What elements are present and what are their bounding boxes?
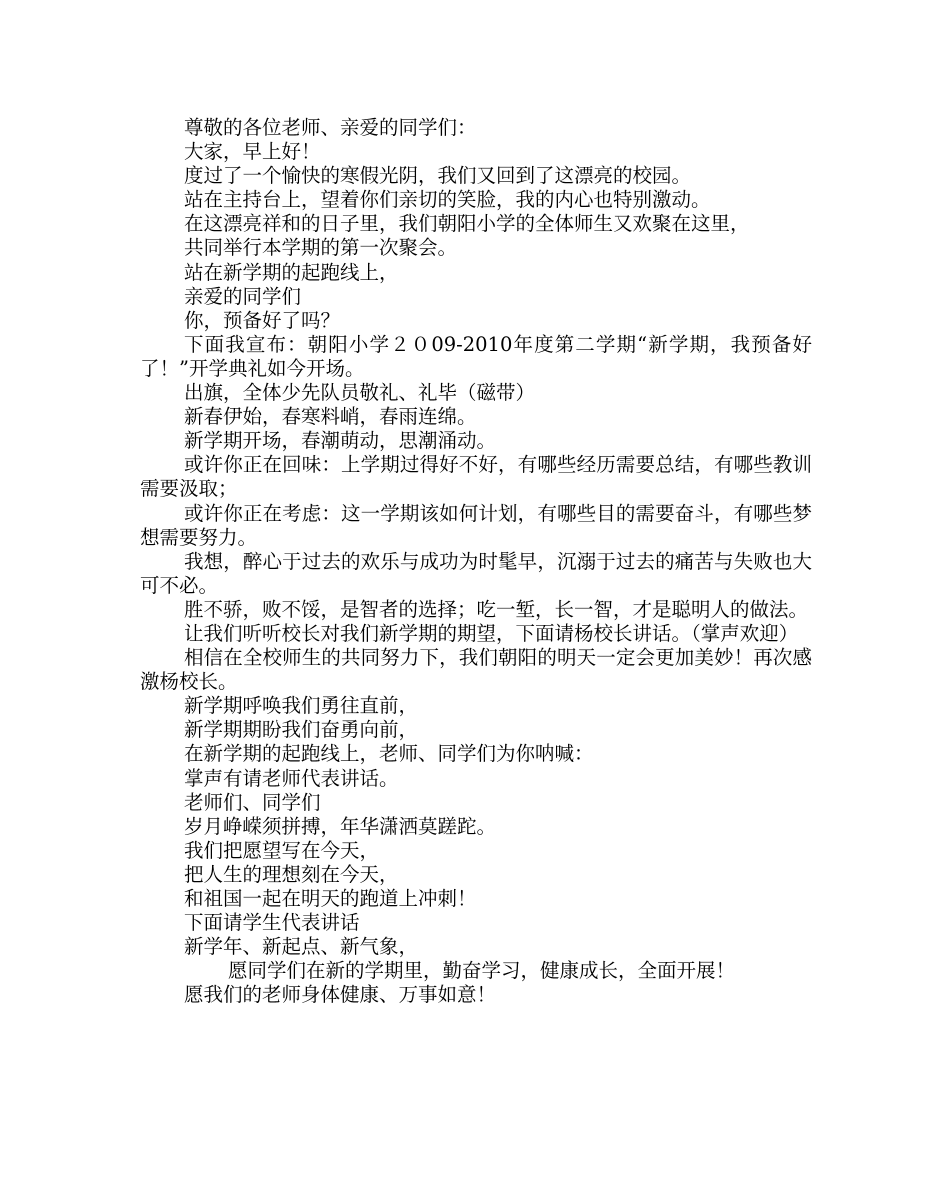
paragraph: 相信在全校师生的共同努力下，我们朝阳的明天一定会更加美妙！再次感激杨校长。 (140, 646, 812, 694)
paragraph: 愿同学们在新的学期里，勤奋学习，健康成长，全面开展！ (228, 959, 736, 983)
paragraph: 新春伊始，春寒料峭，春雨连绵。 (184, 405, 477, 429)
paragraph: 我想，醉心于过去的欢乐与成功为时髦早，沉溺于过去的痛苦与失败也大可不必。 (140, 549, 812, 597)
paragraph: 或许你正在考虑：这一学期该如何计划，有哪些目的需要奋斗，有哪些梦想需要努力。 (140, 501, 812, 549)
paragraph: 老师们、同学们 (184, 790, 321, 814)
paragraph: 下面请学生代表讲话 (184, 911, 360, 935)
paragraph: 新学期期盼我们奋勇向前， (184, 718, 419, 742)
paragraph: 在这漂亮祥和的日子里，我们朝阳小学的全体师生又欢聚在这里， (184, 212, 750, 236)
paragraph: 亲爱的同学们 (184, 284, 302, 308)
paragraph: 我们把愿望写在今天， (184, 838, 380, 862)
paragraph: 胜不骄，败不馁，是智者的选择；吃一堑，长一智，才是聪明人的做法。 (184, 597, 809, 621)
paragraph: 下面我宣布：朝阳小学２０09-2010年度第二学期“新学期，我预备好了！”开学典礼如今开场。 (140, 332, 812, 380)
paragraph: 把人生的理想刻在今天， (184, 862, 399, 886)
paragraph: 岁月峥嵘须拼搏，年华潇洒莫蹉跎。 (184, 814, 497, 838)
paragraph: 你，预备好了吗？ (184, 308, 341, 332)
speech-text (140, 116, 812, 1007)
paragraph: 在新学期的起跑线上，老师、同学们为你呐喊： (184, 742, 594, 766)
paragraph: 共同举行本学期的第一次聚会。 (184, 236, 458, 260)
paragraph: 新学期开场，春潮萌动，思潮涌动。 (184, 429, 497, 453)
paragraph: 度过了一个愉快的寒假光阴，我们又回到了这漂亮的校园。 (184, 164, 692, 188)
paragraph: 掌声有请老师代表讲话。 (184, 766, 399, 790)
paragraph: 大家，早上好！ (184, 140, 321, 164)
paragraph: 愿我们的老师身体健康、万事如意！ (184, 983, 497, 1007)
paragraph: 让我们听听校长对我们新学期的期望，下面请杨校长讲话。（掌声欢迎） (184, 621, 799, 645)
paragraph: 站在新学期的起跑线上， (184, 260, 399, 284)
paragraph: 尊敬的各位老师、亲爱的同学们： (184, 116, 477, 139)
paragraph: 或许你正在回味：上学期过得好不好，有哪些经历需要总结，有哪些教训需要汲取； (140, 453, 812, 501)
paragraph: 出旗，全体少先队员敬礼、礼毕（磁带） (184, 381, 536, 405)
paragraph: 和祖国一起在明天的跑道上冲刺！ (184, 887, 477, 910)
paragraph: 站在主持台上，望着你们亲切的笑脸，我的内心也特别激动。 (184, 188, 711, 212)
paragraph: 新学年、新起点、新气象， (184, 935, 419, 959)
paragraph: 新学期呼唤我们勇往直前， (184, 694, 419, 718)
